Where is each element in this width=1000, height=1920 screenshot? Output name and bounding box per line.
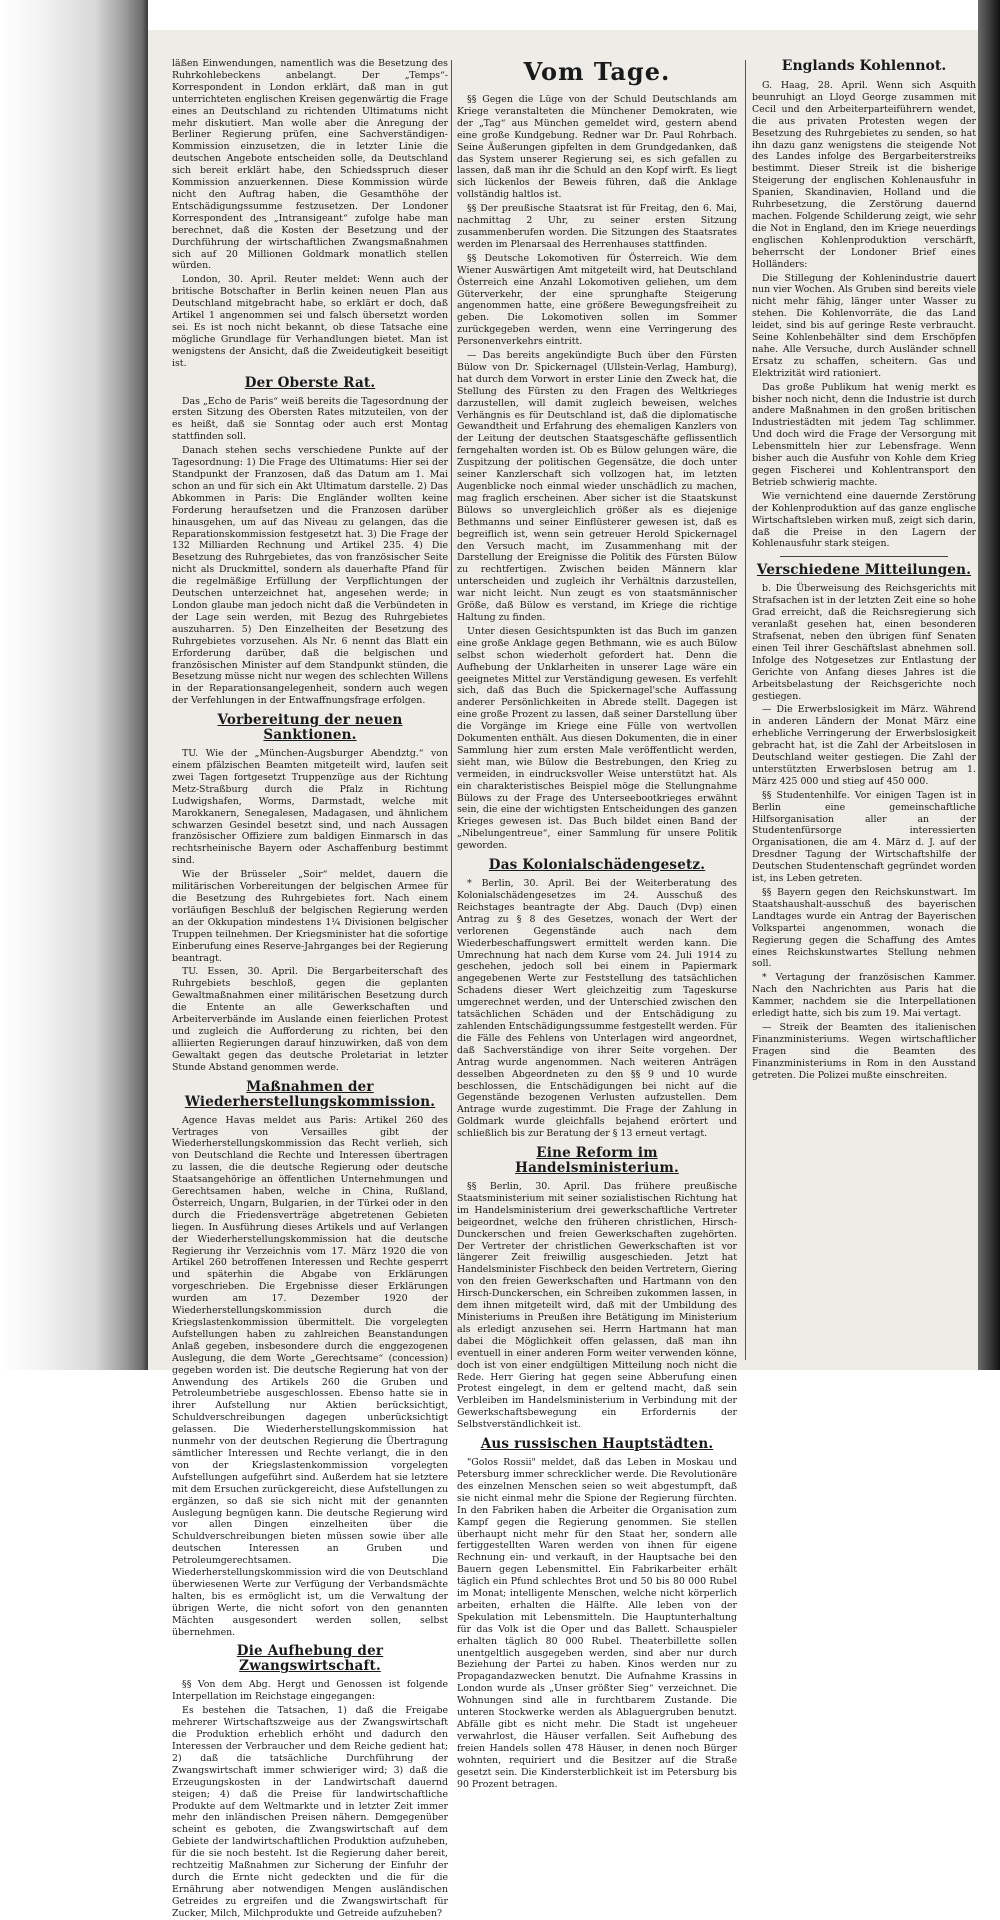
paragraph: — Das bereits angekündigte Buch über den Fürsten Bülow von Dr. Spickernagel (Ullstein-Verlag, Hamburg), hat durch dem Vorwort in erster Linie den Zweck hat, die Stellung des Fürsten zu den Fragen des Weltkrieges darzustellen, will damit zugleich beweisen, welches Verhängnis es für Deutschland ist, daß die diplomatische Gewandtheit und Erfahrung des ehemaligen Kanzlers von der Leitung der deutschen Staatsgeschäfte geflissentlich ferngehalten worden ist. Ob es Bülow gelungen wäre, die Zuspitzung der politischen Gegensätze, die doch unter seiner Kanzlerschaft sich vollzogen hat, im letzten Augenblicke noch einmal wieder unschädlich zu machen, mag fraglich erscheinen. Aber sicher ist die Staatskunst Bülows so unvergleichlich größer als es diejenige Bethmanns und seiner Einflüsterer gewesen ist, daß es begreiflich ist, wenn sein getreuer Herold Spickernagel den Versuch macht, im Zusammenhang mit der Darstellung der Ereignisse die Politik des Fürsten Bülow zu rechtfertigen. Zwischen beiden Männern klar unterscheiden und zugleich ihr Verhältnis darzustellen, war nicht leicht. Nun zeugt es von staatsmännischer Größe, daß Bülow es verstand, im Kriege die richtige Haltung zu finden. bbox=[457, 350, 737, 623]
paragraph: Danach stehen sechs verschiedene Punkte auf der Tagesordnung: 1) Die Frage des Ultimatums: Hier sei der Standpunkt der Franzosen, daß das Datum am 1. Mai schon an und für sich ein Akt Ultimatum darstelle. 2) Das Abkommen in Paris: Die Engländer wollten keine Forderung heraufsetzen und die Franzosen darüber hinausgehen, um auf das Niveau zu gelangen, das die Reparationskommission festgesetzt hat. 3) Die Frage der 132 Milliarden Rechnung und Artikel 235. 4) Die Besetzung des Ruhrgebietes, das von französischer Seite nicht als Druckmittel, sondern als dauerhafte Pfand für die regelmäßige Erfüllung der Verpflichtungen der Deutschen unterzeichnet hat, angesehen werde; in London glaube man jedoch nicht daß die Verbündeten in der Lage sein werden, mit Bezug des Ruhrgebietes auszuharren. 5) Den Einzelheiten der Besetzung des Ruhrgebietes vorzusehen. Als Nr. 6 nennt das Blatt ein Erforderung darüber, daß die belgischen und französischen Minister auf dem Standpunkt stünden, die Besetzung müsse nicht nur wegen des schlechten Willens in der Reparationsangelegenheit, sondern auch wegen der Verfehlungen in der Entwaffnungsfrage erfolgen. bbox=[172, 445, 448, 707]
paragraph: — Streik der Beamten des italienischen Finanzministeriums. Wegen wirtschaftlicher Fragen sind die Beamten des Finanzministeriums in Rom in den Ausstand getreten. Die Polizei mußte einschreiten. bbox=[752, 1021, 976, 1081]
section-heading: Aus russischen Hauptstädten. bbox=[480, 1436, 714, 1453]
section-heading: Die Aufhebung der Zwangswirtschaft. bbox=[236, 1643, 384, 1675]
paragraph: Agence Havas meldet aus Paris: Artikel 260 des Vertrages von Versailles gibt der Wiederherstellungskommission das Recht verlieh, sich von Deutschland die Rechte und Interessen übertragen zu lassen, die die deutsche Regierung oder deutsche Staatsangehörige an öffentlichen Unternehmungen und Gerechtsamen haben, welche in China, Rußland, Österreich, Ungarn, Bulgarien, in der Türkei oder in den durch die Friedensverträge abgetretenen Gebieten liegen. In Ausführung dieses Artikels und auf Verlangen der Wiederherstellungskommission hat die deutsche Regierung ihr Verzeichnis vom 17. März 1920 die von Artikel 260 betroffenen Interessen und Rechte gesperrt und späterhin die Abgabe von Erklärungen vorgeschrieben. Die Ergebnisse dieser Erklärungen wurden am 17. Dezember 1920 der Wiederherstellungskommission durch die Kriegslastenkommission übermittelt. Die vorgelegten Aufstellungen haben zu zahlreichen Beanstandungen Anlaß gegeben, insbesondere durch die enggezogenen Auslegung, die dem Worte „Gerechtsame“ (concession) gegeben worden ist. Die deutsche Regierung hat von der Anwendung des Artikels 260 die Gruben und Petroleumbetriebe ausgeschlossen. Ebenso hatte sie in ihrer Aufstellung nur Aktien berücksichtigt, Schuldverschreibungen dagegen unberücksichtigt gelassen. Die Wiederherstellungskommission hat nunmehr von der deutschen Regierung die Übertragung sämtlicher Interessen und Rechte verlangt, die in den von der Kriegslastenkommission vorgelegten Aufstellungen aufgeführt sind. Außerdem hat sie letztere mit dem Ersuchen zurückgereicht, diese Aufstellungen zu ergänzen, so daß sie sich nicht mit der genannten Auslegung begnügen kann. Die deutsche Regierung wird vor allen Dingen einzelheiten über die Schuldverschreibungen bieten müssen sowie über alle deutschen Interessen an Gruben und Petroleumgerechtsamen. Die Wiederherstellungskommission wird die von Deutschland überwiesenen Werte zur Verfügung der Verbandsmächte halten, bis es ermöglicht ist, um die Verwaltung der übrigen Werte, die nicht sofort von den genannten Mächten ausgesondert werden sollen, selbst übernehmen. bbox=[172, 1114, 449, 1638]
paragraph: §§ Studentenhilfe. Vor einigen Tagen ist in Berlin eine gemeinschaftliche Hilfsorganisation aller an der Studentenfürsorge interessierten Organisationen, die am 4. März d. J. auf der Dresdner Tagung der Wirtschaftshilfe der Deutschen Studentenschaft gegründet worden ist, ins Leben getreten. bbox=[752, 789, 976, 885]
paragraph: TU. Wie der „München-Augsburger Abendztg.“ von einem pfälzischen Beamten mitgeteilt wird, laufen seit zwei Tagen fortgesetzt Truppenzüge aus der Richtung Metz-Straßburg durch die Pfalz in Richtung Ludwigshafen, Worms, Darmstadt, welche mit Marokkanern, Senegalesen, Madagasen, und ähnlichem schwarzen Gesindel besetzt sind, und nach Aussagen französischer Offiziere zum baldigen Einmarsch in das rechtsrheinische Bayern oder Aschaffenburg bestimmt sind. bbox=[172, 748, 448, 867]
paragraph: Wie vernichtend eine dauernde Zerstörung der Kohlenproduktion auf das ganze englische Wirtschaftsleben wirken muß, zeigt sich darin, daß die Preise in den Lagern der Kohlenausfuhr stark steigen. bbox=[752, 490, 976, 550]
paragraph: Die Stillegung der Kohlenindustrie dauert nun vier Wochen. Als Gruben sind bereits viele nicht mehr fähig, länger unter Wasser zu stehen. Die Kohlenvorräte, die das Land leidet, sind bis auf geringe Reste verbraucht. Seine Kohlenbehälter sind dem Erschöpfen nahe. Alle Versuche, durch Ausländer schnell Ersatz zu schaffen, scheitern. Gas und Elektrizität wird rationiert. bbox=[752, 272, 976, 379]
column-left bbox=[172, 58, 449, 1919]
paragraph: Wie der Brüsseler „Soir“ meldet, dauern die militärischen Vorbereitungen der belgischen Armee für die Besetzung des Ruhrgebietes fort. Nach einem vorläufigen Beschluß der belgischen Regierung werden an der Okkupation mindestens 1¼ Divisionen belgischer Truppen teilnehmen. Der Kriegsminister hat die sofortige Einberufung eines Reserve-Jahrganges bei der Regierung beantragt. bbox=[172, 869, 448, 964]
paragraph: §§ Gegen die Lüge von der Schuld Deutschlands am Kriege veranstalteten die Münchener Demokraten, wie der „Tag“ aus München gemeldet wird, gestern abend eine große Kundgebung. Redner war Dr. Paul Rohrbach. Seine Äußerungen gipfelten in dem Grundgedanken, daß das System unserer Regierung sei, es sich gefallen zu lassen, daß man ihr die Schuld an den Kopf wirft. Es liegt sich lückenlos der Beweis führen, daß die Anklage vollständig haltlos ist. bbox=[457, 94, 737, 201]
column-rule bbox=[745, 60, 746, 1360]
paragraph: §§ Deutsche Lokomotiven für Österreich. Wie dem Wiener Auswärtigen Amt mitgeteilt wird, hat Deutschland Österreich eine Anzahl Lokomotiven geliehen, um dem Güterverkehr, der eine sprunghafte Steigerung angenommen hatte, eine größere Bewegungsfreiheit zu geben. Die Lokomotiven sollen im Sommer zurückgegeben werden, wenn eine Verringerung des Personenverkehrs eintritt. bbox=[457, 252, 737, 348]
column-right bbox=[752, 58, 976, 1358]
paragraph: * Berlin, 30. April. Bei der Weiterberatung des Kolonialschädengesetzes im 24. Ausschuß des Reichstages beantragte der Abg. Dauch (Dvp) einen Antrag zu § 8 des Gesetzes, wonach der Wert der verlorenen Gegenstände auch nach dem Wiederbeschaffungswert ermittelt werden kann. Die Umrechnung hat nach dem Kurse vom 24. Juli 1914 zu geschehen, jedoch soll bei einem in Papiermark angegebenen Werte zur Feststellung des tatsächlichen Schadens dieser Wert gleichzeitig zum Tageskurse umgerechnet werden, und der Unterschied zwischen den tatsächlichen Schäden und der Entschädigung zu zahlenden Entschädigungssumme festgestellt werden. Für die Fälle des Fehlens von Unterlagen wird angeordnet, daß Sachverständige von ihrer Seite vorgehen. Der Antrag wurde angenommen. Nach weiteren Anträgen desselben Abgeordneten zu den §§ 9 und 10 wurde beschlossen, die Entschädigungen bei nicht auf die Gegenstände bezogenen Verlusten aufzustellen. Dem Antrage wurde zugestimmt. Die Frage der Zahlung in Goldmark wurde gleichfalls bejahend erörtert und schließlich bis zur Beratung der § 13 erneut vertagt. bbox=[457, 878, 737, 1140]
paragraph: Es bestehen die Tatsachen, 1) daß die Freigabe mehrerer Wirtschaftszweige aus der Zwangswirtschaft die Produktion erheblich erhöht und dadurch den Interessen der Verbraucher und dem Reiche gedient hat; 2) daß die tatsächliche Durchführung der Zwangswirtschaft immer schwieriger wird; 3) daß die Erzeugungskosten in der Landwirtschaft dauernd steigen; 4) daß die Preise für landwirtschaftliche Produkte auf dem Weltmarkte und in letzter Zeit immer mehr den inländischen Preisen nähern. Demgegenüber scheint es geboten, die Zwangswirtschaft auf dem Gebiete der landwirtschaftlichen Produktion aufzuheben, für die sie noch besteht. Ist die Regierung daher bereit, rechtzeitig Maßnahmen zur Sicherung der Einfuhr der durch die Ernte nicht gedeckten und die für die Ernährung aber notwendigen Mengen ausländischen Getreides zu ergreifen und die Zwangswirtschaft für Zucker, Milch, Milchprodukte und Getreide aufzuheben? bbox=[172, 1705, 448, 1919]
paragraph: §§ Berlin, 30. April. Das frühere preußische Staatsministerium mit seiner sozialistischen Richtung hat im Handelsministerium drei gewerkschaftliche Vertreter beigeordnet, welche den früheren christlichen, Hirsch-Dunckerschen und freien Gewerkschaften zugehörten. Der Vertreter der christlichen Gewerkschaften ist vor längerer Zeit freiwillig ausgeschieden. Jetzt hat Handelsminister Fischbeck den beiden Vertretern, Giering von den freien Gewerkschaften und Hartmann von den Hirsch-Dunckerschen, ein Schreiben zukommen lassen, in dem ihnen mitgeteilt wird, daß mit der Umbildung des Ministeriums in Preußen ihre Betätigung im Ministerium als erledigt anzusehen sei. Herrn Hartmann hat man dabei die Möglichkeit offen gelassen, daß man ihn eventuell in einer anderen Form weiter verwenden könne, doch ist von einer endgültigen Mitteilung noch nicht die Rede. Herr Giering hat gegen seine Abberufung einen Protest eingelegt, in dem er geltend macht, daß sein Verbleiben im Handelsministerium in Verbindung mit der Gewerkschaftsbewegung ein Erfordernis der Selbstverständlichkeit ist. bbox=[457, 1181, 737, 1431]
paragraph: Unter diesen Gesichtspunkten ist das Buch im ganzen eine große Anklage gegen Bethmann, wie es auch Bülow selbst schon wiederholt gefordert hat. Denn die Aufhebung der Unklarheiten in unserer Lage wäre ein geeignetes Mittel zur Verständigung gewesen. Es verfehlt sich, daß das Buch die Spickernagel'sche Auffassung anderer Persönlichkeiten in Abrede stellt. Dagegen ist eine große Prozent zu lassen, daß seiner Darstellung über die Vorgänge im Kriege eine Fülle von wertvollen Dokumenten enthält. Aus diesen Dokumenten, die in einer Sammlung hier zum ersten Male veröffentlicht werden, sieht man, wie Bülow die Bestrebungen, den Krieg zu vermeiden, in eindrucksvoller Weise unterstützt hat. Als ein charakteristisches Beispiel möge die Stellungnahme Bülows zu der Frage des Unterseebootkrieges erwähnt sein, die eine der wichtigsten Entscheidungen des ganzen Krieges gewesen ist. Das Buch bildet einen Band der „Nibelungentreue“, einer Sammlung für unsere Politik geworden. bbox=[457, 625, 737, 852]
masthead-title: Vom Tage. bbox=[523, 57, 671, 86]
paragraph: läßen Einwendungen, namentlich was die Besetzung des Ruhrkohlebeckens anbelangt. Der „Temps“-Korrespondent in London erklärt, daß man in gut unterrichteten englischen Kreisen gegenwärtig die Frage eines an Deutschland zu richtenden Ultimatums nicht mehr diskutiert. Man wolle aber die Anregung der Berliner Regierung prüfen, eine Sachverständigen-Kommission einzusetzen, die in letzter Linie die deutschen Angebote entscheiden solle, da Deutschland sich bereit erklärt habe, den Schiedsspruch dieser Kommission anzuerkennen. Diese Kommission würde nicht den Auftrag haben, die Gesamthöhe der Entschädigungssumme festzusetzen. Der Londoner Korrespondent des „Intransigeant“ zufolge habe man berechnet, daß die Kosten der Besetzung und der Durchführung der wirtschaftlichen Zwangsmaßnahmen sich auf 20 Millionen Goldmark monatlich stellen würden. bbox=[172, 58, 448, 272]
paragraph: Das „Echo de Paris“ weiß bereits die Tagesordnung der ersten Sitzung des Obersten Rates mitzuteilen, von der es heißt, daß sie Sonntag oder auch erst Montag stattfinden soll. bbox=[172, 395, 448, 443]
paragraph: London, 30. April. Reuter meldet: Wenn auch der britische Botschafter in Berlin keinen neuen Plan aus Deutschland mitgebracht habe, so erklärt er doch, daß Artikel 1 angenommen sei und falsch übersetzt worden sei. Es ist noch nicht bekannt, ob diese Tatsache eine mögliche Grundlage für Verhandlungen bietet. Man ist wenigstens der Ansicht, daß die Zweideutigkeit beseitigt ist. bbox=[172, 274, 448, 369]
article-continuation bbox=[172, 58, 448, 370]
column-rule bbox=[451, 60, 452, 1360]
divider bbox=[780, 556, 948, 557]
book-binding-edge bbox=[0, 0, 148, 1370]
paragraph: §§ Der preußische Staatsrat ist für Freitag, den 6. Mai, nachmittag 2 Uhr, zu seiner ersten Sitzung zusammenberufen worden. Die Sitzungen des Staatsrates werden im Plenarsaal des Herrenhauses stattfinden. bbox=[457, 203, 737, 250]
paragraph: "Golos Rossii" meldet, daß das Leben in Moskau und Petersburg immer schrecklicher werde. Die Revolutionäre des einzelnen Menschen seien so weit abgestumpft, daß sie nicht einmal mehr die Spione der Regierung fürchten. In den Fabriken haben die Arbeiter die Organisation zum Kampf gegen die Regierung genommen. Sie stellen überhaupt nicht mehr für den Staat her, sondern alle fertiggestellten Waren werden von ihnen für eigene Rechnung ein- und verkauft, in der Hauptsache bei den Bauern gegen Lebensmittel. Ein Fabrikarbeiter erhält täglich ein Pfund schlechtes Brot und 50 bis 80 000 Rubel im Monat; intelligente Menschen, welche nicht körperlich arbeiten, erhalten die Hälfte. Alle leben von der Spekulation mit Lebensmitteln. Die Hauptunterhaltung für das Volk ist die Oper und das Ballett. Schauspieler erhalten täglich 80 000 Rubel. Theaterbillette sollen unentgeltlich ausgegeben werden, sind aber nur durch Beziehung der Partei zu haben. Kinos werden nur zu Propagandazwecken benutzt. Die Aufnahme Krassins in London wurde als „Unser größter Sieg“ verzeichnet. Die Wohnungen sind alle in furchtbarem Zustande. Die unteren Stockwerke werden als Ablaguergruben benutzt. Abfälle gibt es nicht mehr. Die Stadt ist ungeheuer verwahrlost, die Häuser verfallen. Seit Aufhebung des freien Handels sollen 478 Häuser, in denen noch Bürger wohnten, requiriert und die Besitzer auf die Straße gesetzt sein. Die Kindersterblichkeit ist im Petersburg bis 90 Prozent betragen. bbox=[457, 1457, 737, 1790]
column-center bbox=[457, 57, 737, 1790]
paragraph: §§ Bayern gegen den Reichskunstwart. Im Staatshaushalt-ausschuß des bayerischen Landtages wurde ein Antrag der Bayerischen Volkspartei angenommen, wonach die Regierung gegen die Schaffung des Amtes eines Reichskunstwartes Stellung nehmen soll. bbox=[752, 887, 976, 970]
paragraph: Das große Publikum hat wenig merkt es bisher noch nicht, denn die Industrie ist durch andere Maßnahmen in den großen britischen Industriestädten mit jedem Tag schlimmer. Und doch wird die Frage der Versorgung mit Lebensmitteln hier zur Lebensfrage. Wenn bisher auch die Ausfuhr von Kohle dem Krieg gegen Fischerei und Kohlentransport den Betrieb schwierig machte. bbox=[752, 381, 976, 488]
paragraph: §§ Von dem Abg. Hergt und Genossen ist folgende Interpellation im Reichstage eingegangen: bbox=[172, 1679, 448, 1703]
paragraph: b. Die Überweisung des Reichsgerichts mit Strafsachen ist in der letzten Zeit eine so hohe Grad erreicht, daß die Reichsregierung sich veranlaßt gesehen hat, einen besonderen Strafsenat, neben den übrigen fünf Senaten einen Teil ihrer Geschäftslast abnehmen soll. Infolge des Notgesetzes zur Entlastung der Gerichte von Anfang dieses Jahres ist die Arbeitsbelastung der Reichsgerichte noch gestiegen. bbox=[752, 583, 976, 702]
section-heading: Englands Kohlennot. bbox=[781, 58, 947, 74]
section-heading: Maßnahmen der Wiederherstellungskommission. bbox=[184, 1078, 436, 1110]
paragraph: G. Haag, 28. April. Wenn sich Asquith beunruhigt an Lloyd George zusammen mit Cecil und den Arbeiterparteiführern wendet, die aus privaten Protesten wegen der Besetzung des Ruhrgebietes zu senden, so hat ihn dazu ganz wenigstens die steigende Not des Landes infolge des Bergarbeiterstreiks bestimmt. Dieser Streik ist die bisherige Steigerung der englischen Kohlenausfuhr in Spanien, Skandinavien, Holland und die Ruhrbesetzung, die Zerstörung dauernd machen. Folgende Schilderung zeigt, wie sehr die Not in England, den im Kriege neuerdings englischen Kohlenproduktion verschärft, beherrscht der Londoner Brief eines Holländers: bbox=[752, 80, 976, 270]
paragraph: TU. Essen, 30. April. Die Bergarbeiterschaft des Ruhrgebiets beschloß, gegen die geplanten Gewaltmaßnahmen einer militärischen Besetzung durch die Entente an alle Gewerkschaften und Arbeiterverbände im Auslande einen feierlichen Protest und zugleich die Aufforderung zu richten, bei den alliierten Regierungen darauf hinzuwirken, daß von dem Gewaltakt gegen das deutsche Proletariat in letzter Stunde Abstand genommen werde. bbox=[172, 966, 448, 1073]
section-heading: Verschiedene Mitteilungen. bbox=[756, 562, 972, 579]
section-heading: Vorbereitung der neuen Sanktionen. bbox=[217, 712, 403, 744]
right-page-shadow bbox=[978, 0, 1000, 1370]
paragraph: — Die Erwerbslosigkeit im März. Während in anderen Ländern der Monat März eine erhebliche Verringerung der Erwerbslosigkeit gebracht hat, ist die Zahl der Arbeitslosen in Deutschland weiter gestiegen. Die Zahl der unterstützten Erwerbslosen betrug am 1. März 425 000 und stieg auf 450 000. bbox=[752, 704, 976, 787]
paragraph: * Vertagung der französischen Kammer. Nach den Nachrichten aus Paris hat die Kammer, nachdem sie die Interpellationen erledigt hatte, sich bis zum 19. Mai vertagt. bbox=[752, 972, 976, 1020]
section-heading: Eine Reform im Handelsministerium. bbox=[515, 1145, 679, 1177]
section-heading: Das Kolonialschädengesetz. bbox=[488, 857, 706, 874]
section-heading: Der Oberste Rat. bbox=[244, 374, 376, 391]
